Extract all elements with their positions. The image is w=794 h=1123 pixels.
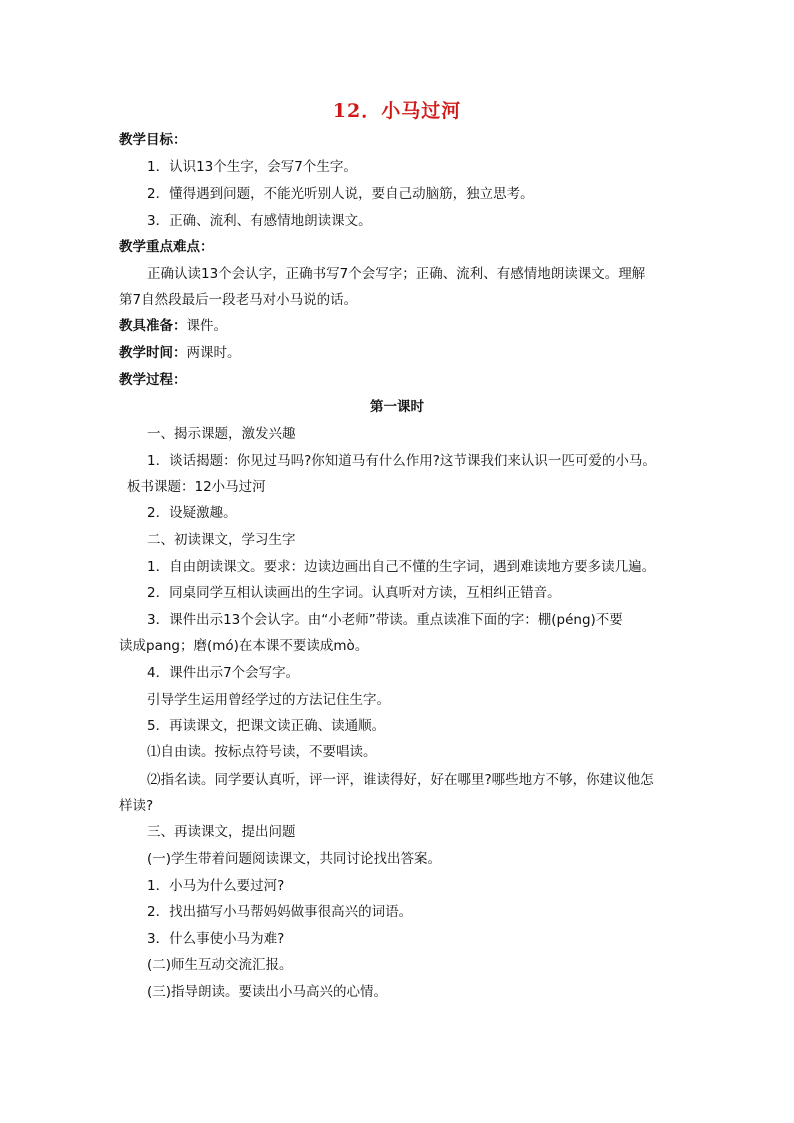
s3-question-2: 2．找出描写小马帮妈妈做事很高兴的词语。 [147, 904, 413, 920]
key-points-heading: 教学重点难点： [119, 239, 214, 255]
time-row [119, 343, 241, 363]
s1-item-2: 2．设疑激趣。 [147, 505, 237, 521]
section-1-heading: 一、揭示课题，激发兴趣 [147, 426, 296, 442]
s2-item-5-a: ⑴自由读。按标点符号读，不要唱读。 [147, 744, 377, 760]
time-label: 教学时间： [119, 345, 187, 361]
section-3-heading: 三、再读课文，提出问题 [147, 824, 296, 840]
s3-sub-1: (一)学生带着问题阅读课文，共同讨论找出答案。 [147, 851, 442, 867]
tools-label: 教具准备： [119, 318, 187, 334]
key-points-line-2: 第7自然段最后一段老马对小马说的话。 [119, 292, 358, 308]
s2-item-4-note: 引导学生运用曾经学过的方法记住生字。 [147, 692, 390, 708]
process-heading: 教学过程： [119, 372, 187, 388]
s3-question-1: 1．小马为什么要过河? [147, 878, 285, 894]
s3-question-3: 3．什么事使小马为难? [147, 931, 285, 947]
section-2-heading: 二、初读课文，学习生字 [147, 532, 296, 548]
s2-item-4: 4．课件出示7个会写字。 [147, 665, 300, 681]
goal-item-1: 1．认识13个生字，会写7个生字。 [147, 159, 357, 175]
s2-item-3-line-2: 读成pang；磨(mó)在本课不要读成mò。 [119, 638, 369, 654]
s2-item-3-line-1: 3．课件出示13个会认字。由“小老师”带读。重点读准下面的字：棚(péng)不要 [147, 612, 623, 628]
goal-item-2: 2．懂得遇到问题，不能光听别人说，要自己动脑筋，独立思考。 [147, 186, 534, 202]
s2-item-2: 2．同桌同学互相认读画出的生字词。认真听对方读，互相纠正错音。 [147, 585, 561, 601]
s3-sub-2: (二)师生互动交流汇报。 [147, 957, 293, 973]
s2-item-5-b-line-1: ⑵指名读。同学要认真听，评一评，谁读得好，好在哪里?哪些地方不够，你建议他怎 [147, 772, 654, 788]
lesson-one-heading: 第一课时 [370, 399, 424, 415]
s2-item-5: 5．再读课文，把课文读正确、读通顺。 [147, 718, 386, 734]
s1-item-1: 1．谈话揭题：你见过马吗?你知道马有什么作用?这节课我们来认识一匹可爱的小马。 [147, 453, 656, 469]
s3-sub-3: (三)指导朗读。要读出小马高兴的心情。 [147, 984, 388, 1000]
key-points-line-1: 正确认读13个会认字，正确书写7个会写字；正确、流利、有感情地朗读课文。理解 [147, 266, 646, 282]
tools-row [119, 316, 227, 336]
s2-item-5-b-line-2: 样读? [119, 798, 154, 814]
s1-board-title: 板书课题：12小马过河 [127, 479, 266, 495]
tools-value: 课件。 [186, 318, 227, 334]
s2-item-1: 1．自由朗读课文。要求：边读边画出自己不懂的生字词，遇到难读地方要多读几遍。 [147, 559, 656, 575]
document-title: 12．小马过河 [332, 100, 462, 122]
time-value: 两课时。 [186, 345, 241, 361]
goals-heading: 教学目标： [119, 132, 187, 148]
goal-item-3: 3．正确、流利、有感情地朗读课文。 [147, 213, 372, 229]
